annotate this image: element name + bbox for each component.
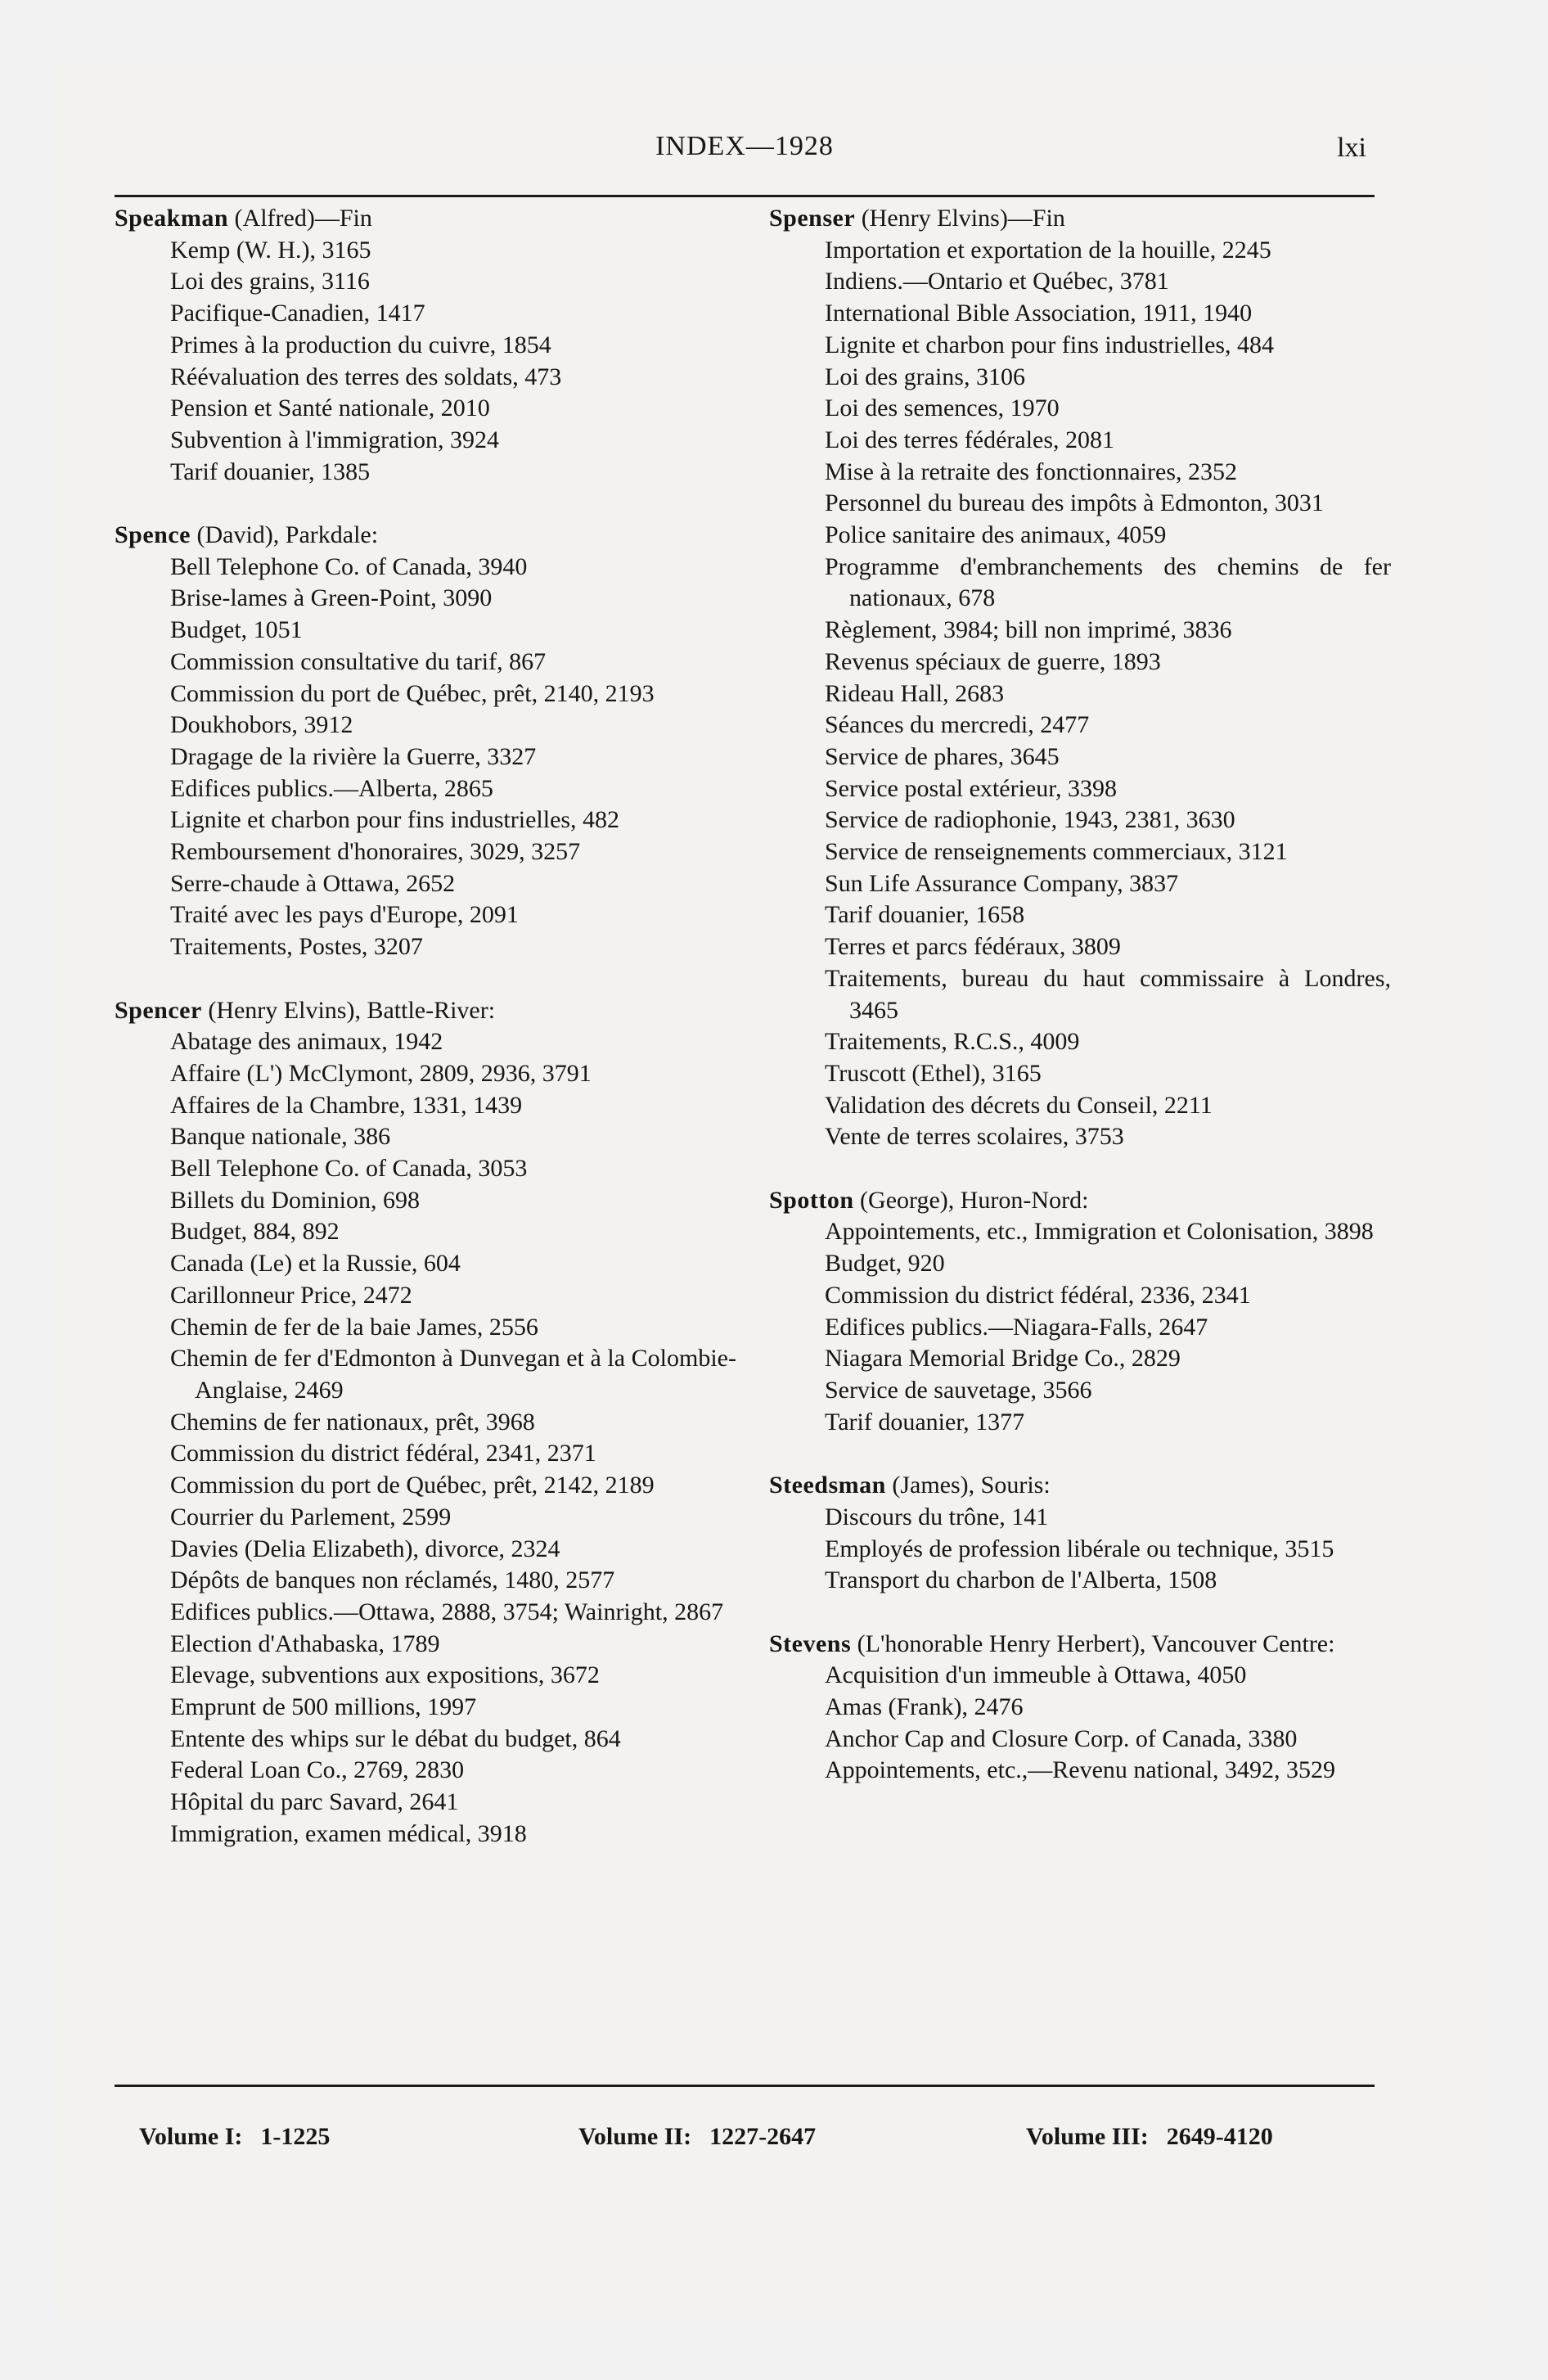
volume-3 (1026, 2123, 1273, 2151)
entry-subitem: Elevage, subventions aux expositions, 3672 (170, 1661, 600, 1689)
entry-subitem: Pacifique-Canadien, 1417 (170, 300, 425, 327)
entry-subitem: Election d'Athabaska, 1789 (170, 1629, 440, 1657)
index-entry (115, 203, 736, 488)
index-entry (769, 1470, 1391, 1597)
entry-heading (115, 203, 736, 235)
entry-subitem: Importation et exportation de la houille, 2245 (825, 236, 1271, 264)
entry-subitem: Vente de terres scolaires, 3753 (825, 1123, 1124, 1151)
entry-subitem: Lignite et charbon pour fins industrielles, 482 (170, 806, 620, 834)
entry-subitem: Budget, 884, 892 (170, 1218, 340, 1246)
entry-subitem: Revenus spéciaux de guerre, 1893 (825, 647, 1161, 675)
entry-subitem: Tarif douanier, 1377 (825, 1408, 1025, 1436)
entry-heading (115, 520, 736, 552)
entry-subitem: Loi des semences, 1970 (825, 394, 1060, 422)
entry-subitem: Hôpital du parc Savard, 2641 (170, 1788, 459, 1816)
entry-subitem: Entente des whips sur le débat du budget, 864 (170, 1724, 621, 1752)
entry-subitem: Subvention à l'immigration, 3924 (170, 426, 500, 453)
entry-subitem: Abatage des animaux, 1942 (170, 1028, 443, 1056)
index-entry (769, 1629, 1391, 1787)
entry-subitem: Lignite et charbon pour fins industrielles, 484 (825, 331, 1275, 358)
page-number: lxi (1337, 133, 1366, 163)
entry-subitem: Budget, 920 (825, 1250, 945, 1278)
entry-subitem: Kemp (W. H.), 3165 (170, 236, 371, 264)
entry-qualifier: (Alfred)—Fin (234, 205, 372, 232)
entry-subitem: Transport du charbon de l'Alberta, 1508 (825, 1566, 1217, 1594)
entry-subitem: Réévaluation des terres des soldats, 473 (170, 363, 562, 390)
entry-subitem: Anchor Cap and Closure Corp. of Canada, 3380 (825, 1724, 1298, 1752)
footer-rule (115, 2085, 1375, 2087)
entry-subitem: Appointements, etc.,—Revenu national, 3492, 3529 (825, 1756, 1336, 1784)
volume-label: Volume III: (1026, 2123, 1149, 2150)
volume-label: Volume II: (578, 2123, 692, 2150)
entry-subitem: Davies (Delia Elizabeth), divorce, 2324 (170, 1535, 560, 1562)
entry-subitem: Rideau Hall, 2683 (825, 679, 1005, 707)
entry-subitem: Billets du Dominion, 698 (170, 1186, 421, 1214)
entry-subitem: Police sanitaire des animaux, 4059 (825, 521, 1167, 549)
entry-subitem: Discours du trône, 141 (825, 1503, 1049, 1530)
entry-subitem: Traitements, Postes, 3207 (170, 933, 423, 961)
entry-subitem: Traitements, bureau du haut commissaire à Londres, 3465 (825, 964, 1391, 1024)
volume-range: 1-1225 (260, 2123, 331, 2150)
entry-subitem: Immigration, examen médical, 3918 (170, 1819, 527, 1847)
entry-subitem: Serre-chaude à Ottawa, 2652 (170, 869, 456, 897)
right-column (769, 203, 1391, 1787)
entry-subitem: Emprunt de 500 millions, 1997 (170, 1693, 477, 1721)
entry-subitem: Chemins de fer nationaux, prêt, 3968 (170, 1408, 535, 1436)
entry-subitem: Loi des grains, 3106 (825, 363, 1025, 390)
entry-qualifier: (David), Parkdale: (196, 521, 379, 549)
entry-subitem: Service postal extérieur, 3398 (825, 774, 1118, 802)
entry-subitem: Budget, 1051 (170, 616, 303, 644)
entry-subitem: Chemin de fer de la baie James, 2556 (170, 1313, 538, 1341)
entry-subitem: Tarif douanier, 1385 (170, 458, 371, 485)
entry-subitem: Séances du mercredi, 2477 (825, 711, 1090, 739)
page-header (115, 131, 1375, 180)
entry-subitem: Acquisition d'un immeuble à Ottawa, 4050 (825, 1661, 1247, 1689)
entry-subitem: Tarif douanier, 1658 (825, 901, 1025, 929)
entry-heading (769, 1629, 1391, 1661)
entry-subitem: Pension et Santé nationale, 2010 (170, 394, 490, 422)
entry-heading (769, 203, 1391, 235)
entry-subitem: Mise à la retraite des fonctionnaires, 2352 (825, 458, 1237, 485)
entry-subitem: Bell Telephone Co. of Canada, 3940 (170, 552, 528, 580)
entry-subitem: Appointements, etc., Immigration et Colonisation, 3898 (825, 1218, 1374, 1246)
entry-subitem: Sun Life Assurance Company, 3837 (825, 869, 1179, 897)
header-rule (115, 195, 1375, 197)
entry-subitem: Loi des grains, 3116 (170, 268, 370, 295)
entry-subitem: Dragage de la rivière la Guerre, 3327 (170, 742, 537, 770)
entry-qualifier: (James), Souris: (892, 1472, 1051, 1499)
volume-range: 2649-4120 (1166, 2123, 1273, 2150)
entry-surname: Steedsman (769, 1472, 886, 1499)
entry-subitem: Service de sauvetage, 3566 (825, 1377, 1092, 1404)
entry-subitem: Service de renseignements commerciaux, 3121 (825, 838, 1288, 866)
entry-subitem: Dépôts de banques non réclamés, 1480, 2577 (170, 1566, 615, 1594)
entry-subitem: Indiens.—Ontario et Québec, 3781 (825, 268, 1169, 295)
running-title: INDEX—1928 (655, 131, 834, 161)
entry-subitem: Niagara Memorial Bridge Co., 2829 (825, 1345, 1181, 1373)
entry-subitem: Truscott (Ethel), 3165 (825, 1059, 1042, 1087)
volume-label: Volume I: (139, 2123, 243, 2150)
entry-surname: Spencer (115, 996, 202, 1024)
entry-qualifier: (George), Huron-Nord: (860, 1186, 1089, 1214)
entry-qualifier: (Henry Elvins), Battle-River: (208, 996, 496, 1024)
entry-subitem: Edifices publics.—Alberta, 2865 (170, 774, 493, 802)
entry-subitem: Loi des terres fédérales, 2081 (825, 426, 1115, 453)
entry-subitem: Brise-lames à Green-Point, 3090 (170, 584, 493, 612)
entry-heading (769, 1185, 1391, 1217)
entry-subitem: Service de phares, 3645 (825, 742, 1060, 770)
entry-subitem: Service de radiophonie, 1943, 2381, 3630 (825, 806, 1235, 834)
entry-subitem: Commission du port de Québec, prêt, 2142, 2189 (170, 1472, 655, 1499)
index-entry (115, 995, 736, 1850)
volume-1 (139, 2123, 330, 2151)
entry-subitem: Amas (Frank), 2476 (825, 1693, 1024, 1720)
entry-subitem: Personnel du bureau des impôts à Edmonton, 3031 (825, 489, 1324, 517)
entry-subitem: International Bible Association, 1911, 1940 (825, 300, 1253, 327)
entry-subitem: Traitements, R.C.S., 4009 (825, 1028, 1080, 1056)
entry-subitem: Terres et parcs fédéraux, 3809 (825, 933, 1121, 961)
entry-subitem: Carillonneur Price, 2472 (170, 1281, 412, 1309)
entry-subitem: Règlement, 3984; bill non imprimé, 3836 (825, 616, 1232, 644)
entry-surname: Speakman (115, 205, 229, 232)
entry-subitem: Remboursement d'honoraires, 3029, 3257 (170, 838, 581, 866)
entry-heading (769, 1470, 1391, 1502)
index-entry (769, 1185, 1391, 1439)
volume-range: 1227-2647 (709, 2123, 817, 2150)
entry-subitem: Traité avec les pays d'Europe, 2091 (170, 901, 519, 929)
entry-subitem: Affaire (L') McClymont, 2809, 2936, 3791 (170, 1059, 592, 1087)
entry-surname: Spotton (769, 1186, 854, 1214)
index-entry (769, 203, 1391, 1153)
entry-subitem: Affaires de la Chambre, 1331, 1439 (170, 1091, 523, 1119)
entry-subitem: Commission du district fédéral, 2336, 2341 (825, 1281, 1251, 1309)
volume-2 (578, 2123, 816, 2151)
entry-subitem: Canada (Le) et la Russie, 604 (170, 1250, 461, 1278)
entry-subitem: Validation des décrets du Conseil, 2211 (825, 1091, 1213, 1119)
entry-subitem: Commission consultative du tarif, 867 (170, 647, 547, 675)
entry-subitem: Banque nationale, 386 (170, 1123, 391, 1151)
entry-subitem: Courrier du Parlement, 2599 (170, 1503, 452, 1530)
entry-surname: Spenser (769, 205, 856, 232)
left-column (115, 203, 736, 1850)
entry-surname: Spence (115, 521, 191, 549)
entry-subitem: Primes à la production du cuivre, 1854 (170, 331, 551, 358)
index-entry (115, 520, 736, 963)
entry-subitem: Chemin de fer d'Edmonton à Dunvegan et à la Colombie-Anglaise, 2469 (170, 1345, 736, 1404)
entry-subitem: Commission du district fédéral, 2341, 2371 (170, 1440, 596, 1467)
entry-subitem: Commission du port de Québec, prêt, 2140, 2193 (170, 679, 655, 707)
entry-subitem: Doukhobors, 3912 (170, 711, 353, 739)
entry-subitem: Programme d'embranchements des chemins de fer nationaux, 678 (825, 552, 1391, 612)
entry-qualifier: (Henry Elvins)—Fin (861, 205, 1065, 232)
entry-subitem: Edifices publics.—Ottawa, 2888, 3754; Wainright, 2867 (170, 1598, 724, 1625)
entry-subitem: Edifices publics.—Niagara-Falls, 2647 (825, 1313, 1208, 1341)
entry-subitem: Employés de profession libérale ou technique, 3515 (825, 1535, 1334, 1562)
entry-subitem: Bell Telephone Co. of Canada, 3053 (170, 1155, 528, 1183)
entry-qualifier: (L'honorable Henry Herbert), Vancouver Centre: (857, 1629, 1335, 1657)
entry-heading (115, 995, 736, 1027)
entry-subitem: Federal Loan Co., 2769, 2830 (170, 1756, 465, 1784)
entry-surname: Stevens (769, 1629, 852, 1657)
